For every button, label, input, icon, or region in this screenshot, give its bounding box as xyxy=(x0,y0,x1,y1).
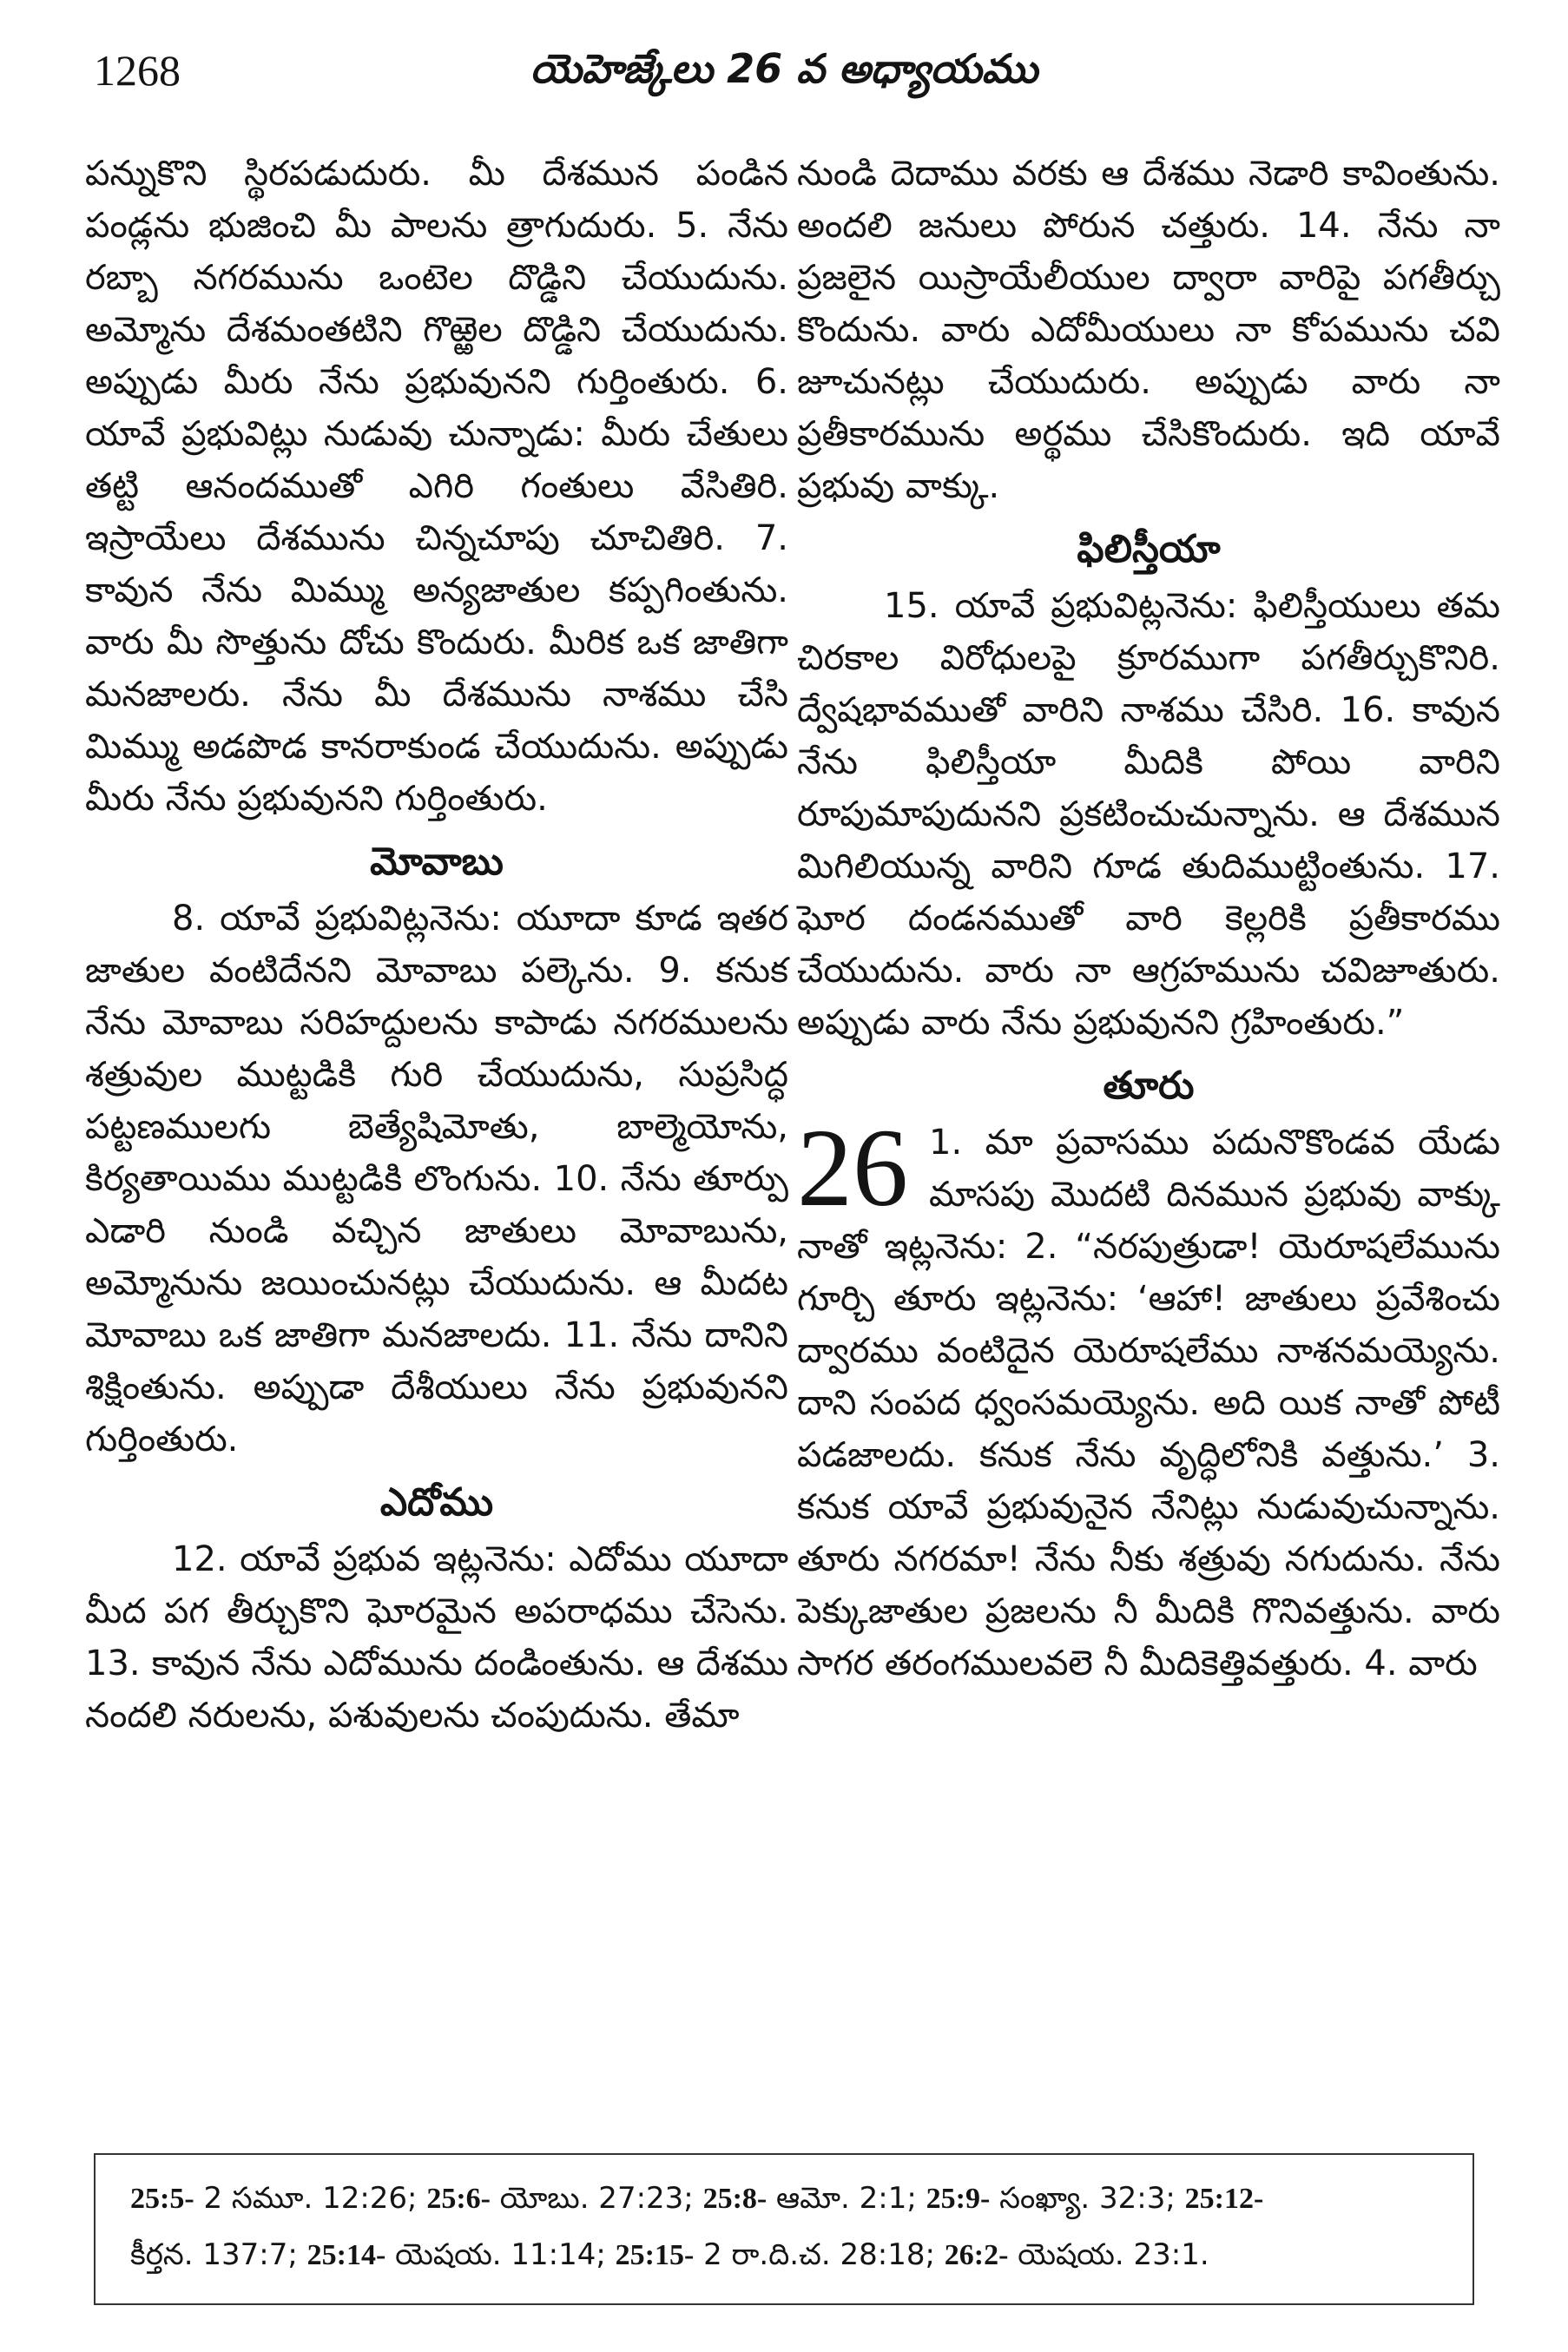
page-header xyxy=(85,45,1483,115)
footnote-text: ఆమో. 2:1; xyxy=(767,2181,926,2216)
left-column xyxy=(85,148,788,1742)
footnote-ref: 25:9- xyxy=(926,2183,991,2215)
footnote-text: 2 సమూ. 12:26; xyxy=(194,2181,427,2216)
chapter-number: 26 xyxy=(797,1106,908,1229)
cross-reference-footnotes xyxy=(94,2153,1474,2305)
footnote-text: 2 రా.ది.చ. 28:18; xyxy=(694,2237,945,2272)
footnote-ref: 25:5- xyxy=(130,2183,194,2215)
footnote-ref: 25:12- xyxy=(1184,2183,1264,2215)
footnote-ref: 25:6- xyxy=(426,2183,491,2215)
footnote-text: కీర్తన. 137:7; xyxy=(130,2237,307,2272)
right-column xyxy=(797,148,1500,1690)
running-title: యెహెజ్కేలు 26 వ అధ్యాయము xyxy=(530,45,1038,92)
left-paragraph-3: 12. యావే ప్రభువ ఇట్లనెను: ఎదోము యూదా మీద పగ తీర్చుకొని ఘోరమైన అపరాధము చేసెను. 13. కావున నేను ఎదోమును దండింతును. ఆ దేశము నందలి నరులను, పశువులను చంపుదును. తేమా xyxy=(85,1539,788,1736)
footnote-text: యెషయ. 23:1. xyxy=(1008,2237,1209,2272)
right-paragraph-2: 15. యావే ప్రభువిట్లనెను: ఫిలిస్తీయులు తమ చిరకాల విరోధులపై క్రూరముగా పగతీర్చుకొనిరి. ద్వేషభావముతో వారిని నాశము చేసిరి. 16. కావున నేను ఫిలిస్తీయా మీదికి పోయి వారిని రూపుమాపుదునని ప్రకటించుచున్నాను. ఆ దేశమున మిగిలియున్న వారిని గూడ తుదిముట్టింతును. 17. ఘోర దండనముతో వారి కెల్లరికి ప్రతీకారము చేయుదును. వారు నా ఆగ్రహమును చవిజూతురు. అప్పుడు వారు నేను ప్రభువునని గ్రహింతురు.” xyxy=(797,586,1500,1043)
footnote-ref: 25:15- xyxy=(615,2239,695,2271)
right-paragraph-1: నుండి దెదాము వరకు ఆ దేశము నెడారి కావింతును. అందలి జనులు పోరున చత్తురు. 14. నేను నా ప్రజలైన యిస్రాయేలీయుల ద్వారా వారిపై పగతీర్చు కొందును. వారు ఎదోమీయులు నా కోపమును చవి జూచునట్లు చేయుదురు. అప్పుడు వారు నా ప్రతీకారమును అర్థము చేసికొందురు. ఇది యావే ప్రభువు వాక్కు. xyxy=(797,154,1500,506)
footnote-ref: 25:8- xyxy=(702,2183,768,2215)
left-paragraph-2: 8. యావే ప్రభువిట్లనెను: యూదా కూడ ఇతర జాతుల వంటిదేనని మోవాబు పల్కెను. 9. కనుక నేను మోవాబు సరిహద్దులను కాపాడు నగరములను శత్రువుల ముట్టడికి గురి చేయుదును, సుప్రసిద్ధ పట్టణములగు బెత్యేషిమోతు, బాల్మెయోను, కిర్యతాయిము ముట్టడికి లొంగును. 10. నేను తూర్పు ఎడారి నుండి వచ్చిన జాతులు మోవాబును, అమ్మోనును జయించునట్లు చేయుదును. ఆ మీదట మోవాబు ఒక జాతిగా మనజాలదు. 11. నేను దానిని శిక్షింతును. అప్పుడా దేశీయులు నేను ప్రభువునని గుర్తింతురు. xyxy=(85,899,788,1459)
footnote-ref: 25:14- xyxy=(306,2239,386,2271)
heading-moab: మోవాబు xyxy=(370,840,504,884)
footnote-text: యోబు. 27:23; xyxy=(490,2181,703,2216)
left-paragraph-1: పన్నుకొని స్థిరపడుదురు. మీ దేశమున పండిన పండ్లను భుజించి మీ పాలను త్రాగుదురు. 5. నేను రబ్బా నగరమును ఒంటెల దొడ్డిని చేయుదును. అమ్మోను దేశమంతటిని గొఱ్ఱెల దొడ్డిని చేయుదును. అప్పుడు మీరు నేను ప్రభువునని గుర్తింతురు. 6. యావే ప్రభువిట్లు నుడువు చున్నాడు: మీరు చేతులు తట్టి ఆనందముతో ఎగిరి గంతులు వేసితిరి. ఇస్రాయేలు దేశమును చిన్నచూపు చూచితిరి. 7. కావున నేను మిమ్ము అన్యజాతుల కప్పగింతును. వారు మీ సొత్తును దోచు కొందురు. మీరిక ఒక జాతిగా మనజాలరు. నేను మీ దేశమును నాశము చేసి మిమ్ము అడపొడ కానరాకుండ చేయుదును. అప్పుడు మీరు నేను ప్రభువునని గుర్తింతురు. xyxy=(85,154,788,819)
footnote-text: సంఖ్యా. 32:3; xyxy=(990,2181,1185,2216)
heading-edom: ఎదోము xyxy=(379,1480,494,1525)
right-paragraph-3: 1. మా ప్రవాసము పదునొకొండవ యేడు మాసపు మొదటి దినమున ప్రభువు వాక్కు నాతో ఇట్లనెను: 2. “నరపుత్రుడా! యెరూషలేమును గూర్చి తూరు ఇట్లనెను: ‘ఆహా! జాతులు ప్రవేశించు ద్వారము వంటిదైన యెరూషలేము నాశనమయ్యెను. దాని సంపద ధ్వంసమయ్యెను. అది యిక నాతో పోటీ పడజాలదు. కనుక నేను వృద్ధిలోనికి వత్తును.’ 3. కనుక యావే ప్రభువునైన నేనిట్లు నుడువుచున్నాను. తూరు నగరమా! నేను నీకు శత్రువు నగుదును. నేను పెక్కుజాతుల ప్రజలను నీ మీదికి గొనివత్తును. వారు సాగర తరంగములవలె నీ మీదికెత్తివత్తురు. 4. వారు xyxy=(797,1123,1500,1683)
footnote-ref: 26:2- xyxy=(944,2239,1009,2271)
heading-tyre: తూరు xyxy=(1103,1064,1195,1108)
footnote-text: యెషయ. 11:14; xyxy=(385,2237,616,2272)
page-number: 1268 xyxy=(94,46,181,95)
heading-philistia: ఫిలిస్తీయా xyxy=(1077,527,1221,571)
